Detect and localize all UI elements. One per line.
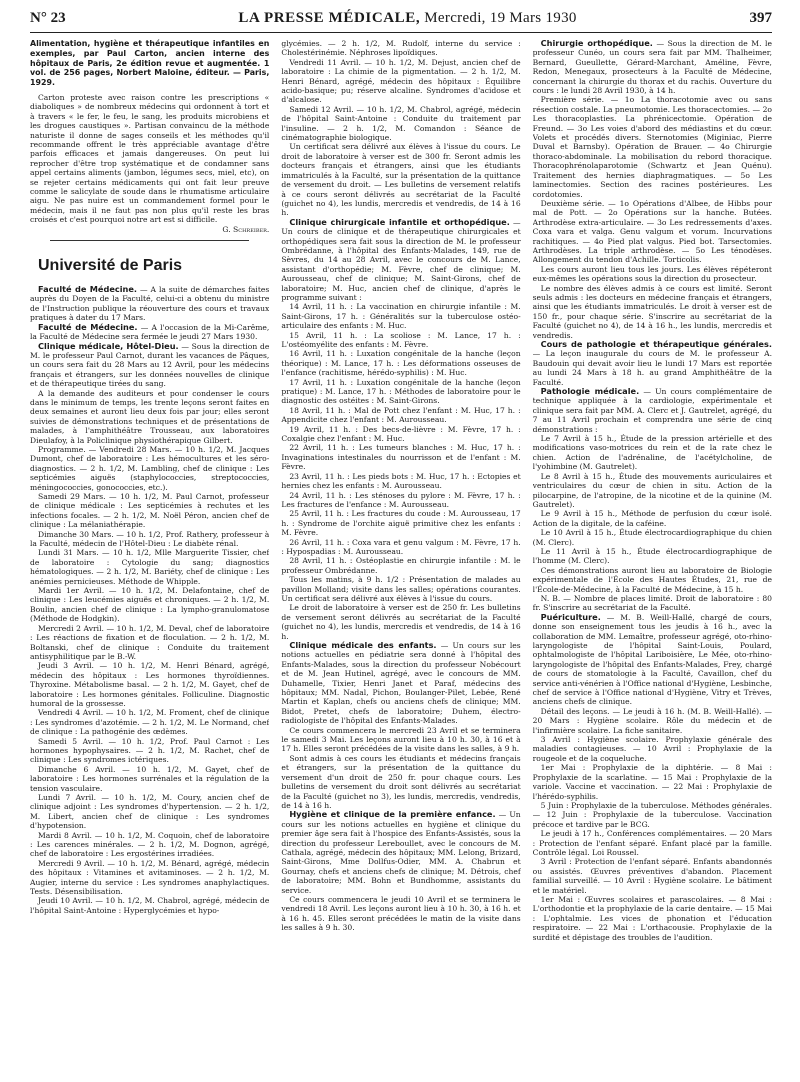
paragraph-text: Jeudi 10 Avril. — 10 h. 1/2, M. Chabrol, agrégé, médecin de l'hôpital Saint-Antoine : Hyperglycémies et hypo- [30,896,270,915]
column-1 [30,39,269,1079]
paragraph-text: Le 10 Avril à 15 h., Étude électrocardiographique du chien (M. Clerc). [532,528,772,547]
paragraph-heading: Pathologie médicale. [540,386,640,397]
paragraph [533,763,772,801]
section-divider [50,240,249,241]
paragraph-text: 3 Avril : Hygiène scolaire. Prophylaxie générale des maladies contagieuses. — 10 Avril : Prophylaxie de la rougeole et de la coqueluche. [532,735,772,763]
paragraph [281,218,520,303]
paragraph-text: Jeudi 3 Avril. — 10 h. 1/2, M. Henri Bénard, agrégé, médecin des hôpitaux : Les hormones thyroïdiennes. Thyroxine. Métabolisme basal. — 2 h. 1/2, M. Gayet, chef de laboratoire : Les hormones génitales. Folliculine. Diagnostic humoral de la grossesse. [30,661,270,708]
paragraph [281,349,520,377]
paragraph-text: Le jeudi à 17 h., Conférences complémentaires. — 20 Mars : Protection de l'enfant séparé. Enfant placé par la famille. Contrôle légal. Loi Roussel. [532,829,772,857]
page-label: N° 23 [30,10,66,26]
paragraph-text: — Un cours complémentaire de technique appliquée à la cardiologie, expérimentale et clinique sera fait par MM. A. Clerc et J. Gautrelet, agrégé, du 7 au 11 Avril prochain et comprendra une série de cinq démonstrations : [532,387,772,434]
paragraph [533,472,772,510]
paragraph-text: Détail des leçons. — Le jeudi à 16 h. (M. B. Weill-Hallé). — 20 Mars : Hygiène scolaire. Rôle du médecin et de l'infirmière scolaire. La fiche sanitaire. [532,706,772,735]
paragraph-text: 19 Avril, 11 h. : Des becs-de-lièvre : M. Fèvre, 17 h. : Coxalgie chez l'enfant : M. Huc. [281,424,521,444]
paragraph [281,754,520,810]
column-2-paragraphs [281,39,520,933]
paragraph-text: N. B. — Nombre de places limité. Droit de laboratoire : 80 fr. S'inscrire au secrétariat de la Faculté. [532,593,772,613]
paragraph-text: Un certificat sera délivré aux élèves à l'issue du cours. Le droit de laboratoire à verser est de 300 fr. Seront admis les docteurs français et étrangers, ainsi que les étudiants immatriculés à la Faculté, sur la présentation de la quittance de versement du droit. — Les bulletins de versement relatifs à ce cours seront délivrés au secrétariat de la Faculté (guichet no 4), les lundis, mercredis et vendredis, de 14 à 16 h. [281,142,521,218]
page-number: 397 [749,10,772,26]
paragraph [533,829,772,857]
paragraph [30,389,269,445]
paragraph-text: Vendredi 4 Avril. — 10 h. 1/2, M. Froment, chef de clinique : Les syndromes d'azotémie. — 2 h. 1/2, M. Le Normand, chef de clinique : La pathogénie des œdèmes. [30,708,270,737]
paragraph [533,857,772,895]
paragraph-text: Mercredi 2 Avril. — 10 h. 1/2, M. Deval, chef de laboratoire : Les réactions de fixation et de floculation. — 2 h. 1/2, M. Boltanski, chef de clinique : Conduite du traitement antisyphilitique par le B.-W. [30,623,270,661]
book-review-body: Carton proteste avec raison contre les prescriptions « diaboliques » de nombreux médecins qui ordonnent à tort et à travers « le fer, le feu, le sang, les produits microbiens et les drogues caustiques ». Partisan convaincu de la méthode naturiste il donne de sages conseils et les méthodes qu'il recommande offrent le très appréciable avantage d'être parfois efficaces et jamais dangereuses. On peut lui reprocher d'être trop systématique et de condamner sans appel certains aliments (jambon, légumes secs, miel, etc), on se rejeter certains médicaments qui ont fait leur preuve comme le salicylate de soude dans le rhumatisme articulaire aigu. Ne pas nuire est un commandement formel pour le médecin, mais il ne faut pas non plus qu'il reste les bras croisés et c'est pourquoi notre art est si difficile. [30,92,270,225]
paragraph [281,378,520,406]
paragraph-text: 26 Avril, 11 h. : Coxa vara et genu valgum : M. Fèvre, 17 h. : Hypospadias : M. Aurousseau. [281,537,521,556]
paragraph-text: — A l'occasion de la Mi-Carême, la Faculté de Médecine sera fermée le jeudi 27 Mars 1930. [30,322,270,342]
paragraph-heading: Clinique médicale, Hôtel-Dieu. [38,340,179,351]
paragraph [281,491,520,510]
column-2 [281,39,520,1079]
paragraph [30,896,269,915]
paragraph [30,342,269,389]
page-header [30,10,772,33]
paragraph-heading: Clinique médicale des enfants. [289,640,437,650]
paragraph-text: Ce cours commencera le jeudi 10 Avril et se terminera le vendredi 18 Avril. Les leçons auront lieu à 10 h. 30, à 16 h. et à 16 h. 45. Elles seront précédées le matin de la visite dans les salles à 9 h. 30. [281,894,521,933]
paragraph [30,586,269,624]
paragraph [281,472,520,491]
paragraph-heading: Cours de pathologie et thérapeutique générales. [540,339,772,349]
paragraph-text: Sont admis à ces cours les étudiants et médecins français et étrangers, sur la présentation de la quittance du versement d'un droit de 250 fr. pour chaque cours. Les bulletins de versement du droit sont délivrés au secrétariat de la Faculté (guichet no 3), les lundis, mercredis, vendredis, de 14 à 16 h. [281,753,521,810]
paragraph-text: Samedi 12 Avril. — 10 h. 1/2, M. Chabrol, agrégé, médecin de l'hôpital Saint-Antoine : Conduite du traitement par l'insuline. — 2 h. 1/2, M. Comandon : Séance de cinématographie biologique. [281,104,521,143]
paragraph [533,340,772,387]
paragraph [281,39,520,58]
paragraph [533,434,772,472]
paragraph-text: 24 Avril, 11 h. : Les sténoses du pylore : M. Fèvre, 17 h. : Les fractures de l'enfance : M. Aurousseau. [281,490,521,509]
paragraph-text: Lundi 7 Avril. — 10 h. 1/2, M. Coury, ancien chef de clinique adjoint : Les syndromes d'hypertension. — 2 h. 1/2, M. Libert, ancien chef de clinique : Les syndromes d'hypotension. [30,793,270,831]
paragraph [533,895,772,942]
paragraph-heading: Faculté de Médecine. [38,321,138,332]
paragraph [30,737,269,765]
paragraph-text: 18 Avril, 11 h. : Mal de Pott chez l'enfant : M. Huc, 17 h. : Appendicite chez l'enfant : M. Aurousseau. [281,405,521,425]
paragraph [281,726,520,754]
paragraph-text: Samedi 5 Avril. — 10 h. 1/2, Prof. Paul Carnot : Les hormones hypophysaires. — 2 h. 1/2, M. Rachet, chef de clinique : Les syndromes ictériques. [30,736,270,765]
paragraph [30,765,269,793]
paragraph [30,492,269,530]
paragraph [30,624,269,662]
paragraph-text: — M. B. Weill-Hallé, chargé de cours, donne son enseignement tous les jeudis à 16 h., avec la collaboration de MM. Lemaître, professeur agrégé, oto-rhino-laryngologiste de l'hôpital Saint-Louis, Poulard, ophtalmologiste de l'hôpital Lariboisière, Le Mée, oto-rhino-laryngologiste de l'hôpital des Enfants-Malades, Frey, chargé de cours de stomatologie à la Faculté, Cavaillon, chef du service anti-vénérien à l'Office national d'Hygiène, Lesbinche, chef de service à l'Office national d'Hygiène, Vitry et Trèves, anciens chefs de clinique. [532,612,772,707]
paragraph-text: 22 Avril, 11 h. : Les tumeurs blanches : M. Huc, 17 h. : Invaginations intestinales du nourrisson et de l'enfant : M. Fèvre. [281,443,521,472]
paragraph [30,708,269,736]
paragraph [281,810,520,895]
paragraph-heading: Puériculture. [540,611,601,622]
paragraph-heading: Clinique chirurgicale infantile et orthopédique. [289,216,510,227]
paragraph-text: Le 11 Avril à 15 h., Étude électrocardiographique de l'homme (M. Clerc). [532,546,772,566]
paragraph [533,509,772,528]
paragraph [30,793,269,831]
paragraph [533,801,772,829]
paragraph-text: 28 Avril, 11 h. : Ostéoplastie en chirurgie infantile : M. le professeur Ombrédanne. [281,556,521,575]
paragraph [533,707,772,735]
paragraph [533,566,772,594]
paragraph [281,895,520,933]
paragraph-text: Mardi 1er Avril. — 10 h. 1/2, M. Delafontaine, chef de clinique : Les leucémies aiguës et chroniques. — 2 h. 1/2, M. Boulin, ancien chef de clinique : La lympho-granulomatose (Méthode de Hodgkin). [30,586,270,624]
paragraph-text: Ces démonstrations auront lieu au laboratoire de Biologie expérimentale de l'École des Hautes Études, 21, rue de l'École-de-Médecine, à la Faculté de Médecine, à 15 h. [532,565,772,594]
paragraph-text: — Sous la direction de M. le professeur Cunéo, un cours sera fait par MM. Thalheimer, Bernard, Gueullette, Gérard-Marchant, Améline, Fèvre, Redon, Menegaux, prosecteurs à la Faculté de Médecine, concernant la chirurgie du thorax et du rachis. Ouverture du cours : le lundi 28 Avril 1930, à 14 h. [532,39,772,96]
paragraph [281,302,520,330]
paragraph [533,594,772,613]
paragraph-text: A la demande des auditeurs et pour condenser le cours dans le minimum de temps, les trente leçons seront faites en deux semaines et auront lieu deux fois par jour; elles seront suivies de démonstrations techniques et de présentations de malades, à l'amphithéâtre Trousseau, aux laboratoires Dieulafoy, à la Policlinique physiothérapique Gilbert. [30,388,270,445]
paragraph-text: Samedi 29 Mars. — 10 h. 1/2, M. Paul Carnot, professeur de clinique médicale : Les septicémies à rechutes et les infections focales. — 2 h. 1/2, M. Noël Péron, ancien chef de clinique : La mélaniathérapie. [30,492,270,530]
paragraph-heading: Chirurgie orthopédique. [540,39,653,48]
paragraph-text: — A la suite de démarches faites auprès du Doyen de la Faculté, celui-ci a obtenu du ministre de l'Instruction publique la réouverture des cours et travaux pratiques à dater du 17 Mars. [30,285,270,323]
paragraph-text: 3 Avril : Protection de l'enfant séparé. Enfants abandonnés ou assistés. Œuvres préventives d'abandon. Placement familial surveillé. — 10 Avril : Hygiène scolaire. Le bâtiment et le matériel. [532,857,772,895]
paragraph [281,331,520,350]
paragraph-text: — La leçon inaugurale du cours de M. le professeur A. Baudouin qui devait avoir lieu le lundi 17 Mars est reportée au lundi 24 Mars à 18 h. au grand Amphithéâtre de la Faculté. [532,349,772,387]
paragraph-text: glycémies. — 2 h. 1/2, M. Rudolf, interne du service : Cholestérinémie. Néphroses lipoïdiques. [281,39,521,58]
paragraph-text: — Un cours de clinique et de thérapeutique chirurgicales et orthopédiques sera fait sous la direction de M. le professeur Ombrédanne, à l'hôpital des Enfants-Malades, 149, rue de Sèvres, du 14 au 28 Avril, avec le concours de M. Lance, assistant d'orthopédie; M. Fèvre, chef de clinique; M. Aurousseau, chef de clinique; M. Saint-Girons, chef de laboratoire; M. Huc, ancien chef de clinique, d'après le programme suivant : [281,217,521,302]
paragraph-text: Ce cours commencera le mercredi 23 Avril et se terminera le samedi 3 Mai. Les leçons auront lieu à 10 h. 30, à 16 et à 17 h. Elles seront précédées de la visite dans les salles, à 9 h. [281,725,521,754]
paragraph-heading: Hygiène et clinique de la première enfance. [289,809,496,820]
paragraph-text: Vendredi 11 Avril. — 10 h. 1/2, M. Dejust, ancien chef de laboratoire : La chimie de la pigmentation. — 2 h. 1/2, M. Henri Bénard, agrégé, médecin des hôpitaux : Équilibre acido-basique; pu; réserve alcaline. Syndromes d'acidose et d'alcalose. [281,57,521,105]
paragraph [533,528,772,547]
paragraph-text: Mercredi 9 Avril. — 10 h. 1/2, M. Bénard, agrégé, médecin des hôpitaux : Vitamines et avitaminoses. — 2 h. 1/2, M. Augier, interne du service : Les syndromes anaphylactiques. Tests. Désensibilisation. [30,858,270,897]
paragraph [30,859,269,897]
paragraph-text: Première série. — 1o La thoracotomie avec ou sans résection costale. La pneumotomie. Les thoracectomies. — 2o Les thoracoplasties. La phrénicectomie. Opération de Freund. — 3o Les voies d'abord des médiastins et du cœur. Volets et procédés divers. Sternotomies (Miginiac, Pierre Duval et Barnsby). Opération de Brauer. — 4o Chirurgie thoraco-abdominale. La mobilisation du rebord thoracique. Thoracophrénolaparotomie (Schwartz et Jean Quénu). Traitement des hernies diaphragmatiques. — 5o Les laminectomies. Section des racines postérieures. Les cordotomies. [532,95,772,199]
paragraph [30,661,269,708]
journal-title [238,10,576,27]
paragraph-text: Dimanche 30 Mars. — 10 h. 1/2, Prof. Rathery, professeur à la Faculté, médecin de l'Hôtel-Dieu : Le diabète rénal. [30,529,270,549]
column-1-paragraphs [30,285,269,915]
paragraph-text: Mardi 8 Avril. — 10 h. 1/2, M. Coquoin, chef de laboratoire : Les carences minérales. — 2 h. 1/2, M. Dognon, agrégé, chef de laboratoire : Les ergostérines irradiées. [30,830,270,859]
paragraph-text: Le 8 Avril à 15 h., Étude des mouvements auriculaires et ventriculaires du cœur de chien in situ. Action de la pilocarpine, de l'atropine, de la nicotine et de la quinine (M. Gautrelet). [532,471,772,509]
paragraph-text: Le nombre des élèves admis à ce cours est limité. Seront seuls admis : les docteurs en médecine français et étrangers, ainsi que les étudiants immatriculés. Le droit à verser est de 150 fr., pour chaque série. S'inscrire au secrétariat de la Faculté (guichet no 4), de 14 à 16 h., les lundis, mercredis et vendredis. [532,283,772,340]
paragraph [533,39,772,95]
paragraph [30,285,269,323]
paragraph [281,443,520,471]
paragraph [281,575,520,603]
paragraph-text: 25 Avril, 11 h. : Les fractures du coude : M. Aurousseau, 17 h. : Syndrome de l'orchite aiguë primitive chez les enfants : M. Fèvre. [281,509,521,538]
paragraph-text: Lundi 31 Mars. — 10 h. 1/2, Mlle Marguerite Tissier, chef de laboratoire : Cytologie du sang; diagnostics hématologiques. — 2 h. 1/2, M. Bariéty, chef de clinique : Les anémies pernicieuses. Méthode de Whipple. [30,548,270,586]
paragraph-text: 1er Mai : Prophylaxie de la diphtérie. — 8 Mai : Prophylaxie de la scarlatine. — 15 Mai : Prophylaxie de la variole. Vaccine et vaccination. — 22 Mai : Prophylaxie de l'hérédo-syphilis. [532,763,772,801]
paragraph-text: Le 7 Avril à 15 h., Étude de la pression artérielle et des modifications vaso-motrices du rein et de la rate chez le chien. Action de l'adrénaline, de l'acétylcholine, de l'yohimbine (M. Gautrelet). [532,434,772,472]
paragraph-text: Programme. — Vendredi 28 Mars. — 10 h. 1/2, M. Jacques Dumont, chef de laboratoire : Les hémocultures et les séro-diagnostics. — 2 h. 1/2, M. Lambling, chef de clinique : Les septicémies aiguës (staphylococcies, streptococcies, méningococcies, gonococcies, etc.). [30,444,270,492]
paragraph [533,265,772,284]
paragraph [281,538,520,557]
paragraph-text: 14 Avril, 11 h. : La vaccination en chirurgie infantile : M. Saint-Girons, 17 h. : Généralités sur la tuberculose ostéo-articulaire des enfants : M. Huc. [281,302,521,331]
paragraph [281,142,520,217]
article-columns [30,39,772,1079]
paragraph [281,425,520,444]
column-3-paragraphs [533,39,772,942]
issue-date: Mercredi, 19 Mars 1930 [420,10,577,26]
section-title: Université de Paris [38,257,183,275]
paragraph-text: Le 9 Avril à 15 h., Méthode de perfusion du cœur isolé. Action de la digitale, de la caféine. [532,509,772,528]
paragraph [30,831,269,859]
paragraph [30,548,269,586]
paragraph [281,603,520,641]
book-review-author: G. Schreiber. [222,224,270,234]
paragraph [533,387,772,434]
paragraph-text: Tous les matins, à 9 h. 1/2 : Présentation de malades au pavillon Molland; visite dans les salles; opérations courantes. Un certificat sera délivré aux élèves à l'issue du cours. [281,575,521,603]
paragraph-text: 15 Avril, 11 h. : La scoliose : M. Lance, 17 h. : L'ostéomyélite des enfants : M. Fèvre. [281,330,521,349]
paragraph-text: 23 Avril, 11 h. : Les pieds bots : M. Huc, 17 h. : Ectopies et hernies chez les enfants : M. Aurousseau. [281,471,521,491]
paragraph [281,641,520,726]
paragraph [533,613,772,707]
paragraph-text: 5 Juin : Prophylaxie de la tuberculose. Méthodes générales. — 12 Juin : Prophylaxie de la tuberculose. Vaccination précoce et tardive par le BCG. [532,800,772,829]
paragraph [30,323,269,342]
paragraph [533,735,772,763]
paragraph-text: 17 Avril, 11 h. : Luxation congénitale de la hanche (leçon pratique) : M. Lance, 17 h. : Méthodes de laboratoire pour le diagnostic des ostéites : M. Saint-Girons. [281,377,521,406]
paragraph [281,509,520,537]
paragraph [533,95,772,198]
column-3 [533,39,772,1079]
paragraph [281,556,520,575]
paragraph-text: Dimanche 6 Avril. — 10 h. 1/2, M. Gayet, chef de laboratoire : Les hormones surrénales et la régulation de la tension vasculaire. [30,764,270,793]
paragraph [533,284,772,340]
paragraph [281,58,520,105]
paragraph-text: Le droit de laboratoire à verser est de 250 fr. Les bulletins de versement seront délivrés au secrétariat de la Faculté (guichet no 4), les lundis, mercredis et vendredis, de 14 à 16 h. [281,603,521,641]
paragraph [30,445,269,492]
paragraph-text: Deuxième série. — 1o Opérations d'Albee, de Hibbs pour mal de Pott. — 2o Opérations sur la hanche. Butées. Arthrodèse extra-articulaire. — 3o Les redressements d'axes. Coxa vara et valga. Genu valgum et vorum. Incurvations rachitiques. — 4o Pied plat valgus. Pied bot. Tarsectomies. Arthrodèses. La triple arthrodèse. — 5o Les ténodèses. Allongement du tendon d'Achille. Torticolis. [532,198,772,265]
paragraph [281,406,520,425]
paragraph [533,547,772,566]
paragraph-text: Les cours auront lieu tous les jours. Les élèves répéteront eux-mêmes les opérations sous la direction du prosecteur. [532,264,772,284]
paragraph [281,105,520,143]
paragraph-text: — Un cours sur les notions actuelles en hygiène et clinique du premier âge sera fait à l'hospice des Enfants-Assistés, sous la direction du professeur Lereboullet, avec le concours de M. Cathala, agrégé, médecin des hôpitaux; MM. Lelong, Brizard, Saint-Girons, Mme Dollfus-Odier, MM. A. Chabrun et Gournay, chefs et anciens chefs de clinique; M. Détrois, chef de laboratoire; MM. Bohn et Bundhomme, assistants du service. [281,810,521,895]
journal-name: LA PRESSE MÉDICALE, [238,10,421,26]
paragraph-text: — Sous la direction de M. le professeur Paul Carnot, durant les vacances de Pâques, un cours sera fait du 28 Mars au 12 Avril, pour les médecins français et étrangers, sur les données nouvelles de clinique et de thérapeutique tirées du sang. [30,341,270,389]
paragraph-text: — Un cours sur les notions actuelles en pédiatrie sera donné à l'hôpital des Enfants-Malades, sous la direction du professeur Nobécourt et de M. Jean Hutinel, agrégé, avec le concours de MM. Duhamelle, Tixier, Henri Janet et Paraf, médecins des hôpitaux; MM. Nadal, Pichon, Boulanger-Pilet, Lebée, René Martin et Kaplan, chefs ou anciens chefs de clinique; MM. Bidot, Pretet, chefs de laboratoire; Duhem, électro-radiologiste de l'hôpital des Enfants-Malades. [281,641,521,726]
paragraph [30,530,269,549]
paragraph-text: 1er Mai : Œuvres scolaires et parascolaires. — 8 Mai : L'orthodontie et la prophylaxie de la carie dentaire. — 15 Mai : L'ophtalmie. Les vices de phonation et l'éducation respiratoire. — 22 Mai : L'orthacousie. Prophylaxie de la surdité et dépistage des troubles de l'audition. [532,894,772,942]
book-review-title: Alimentation, hygiène et thérapeutique infantiles en exemples, par Paul Carton, ancien interne des hôpitaux de Paris, 2e édition revue et augmentée. 1 vol. de 256 pages, Norbert Maloine, éditeur. — Paris, 1929. [30,39,270,88]
paragraph [533,199,772,265]
paragraph-heading: Faculté de Médecine. [38,284,138,295]
paragraph-text: 16 Avril, 11 h. : Luxation congénitale de la hanche (leçon théorique) : M. Lance, 17 h. : Les déformations osseuses de l'enfance (rachitisme, hérédo-syphilis) : M. Huc. [281,349,521,378]
